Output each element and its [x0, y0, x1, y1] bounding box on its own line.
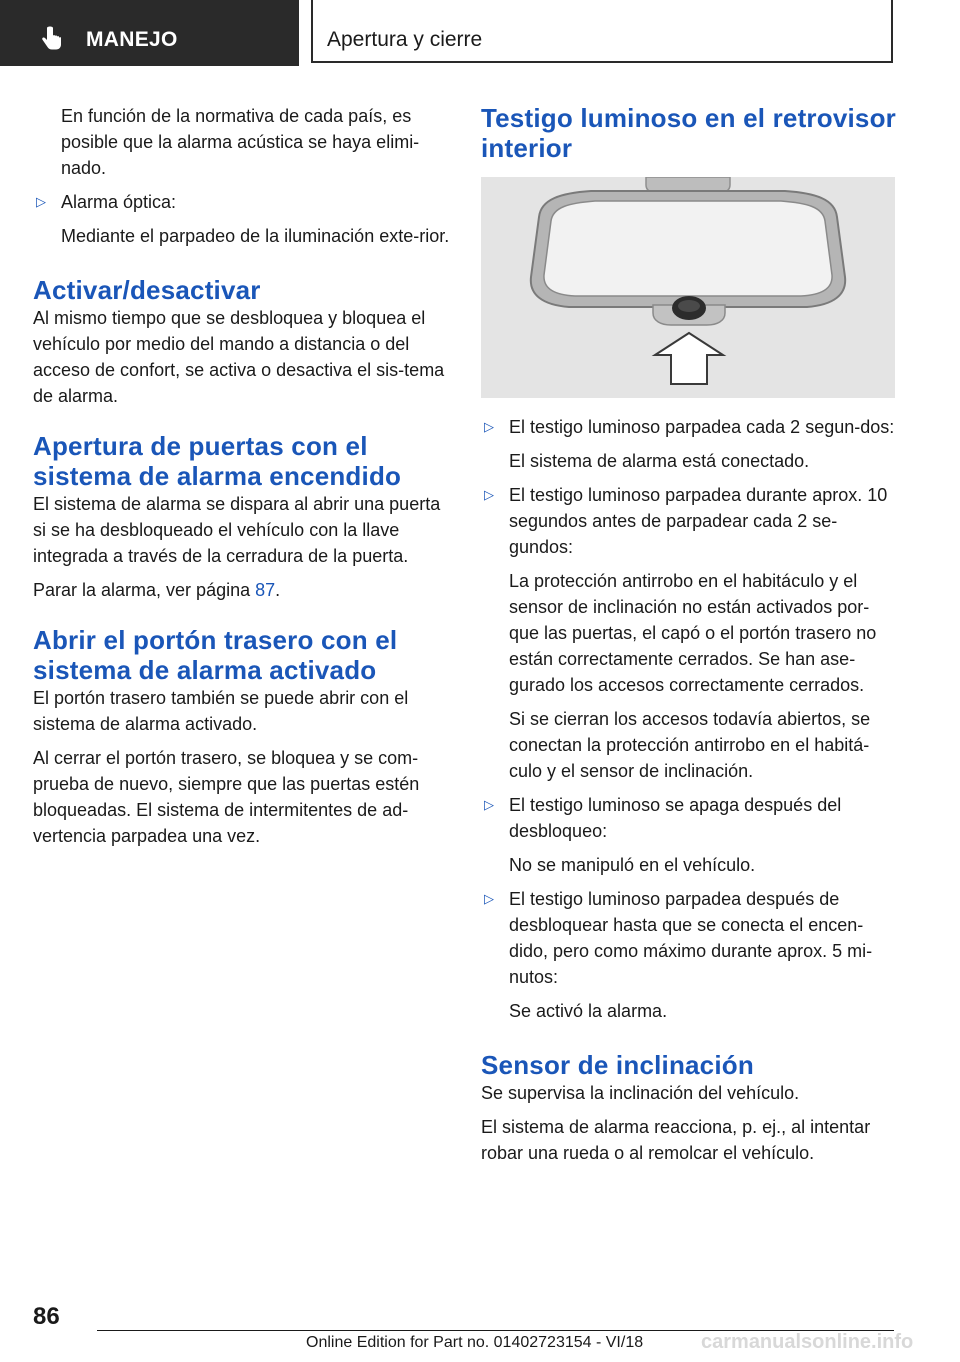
parar-text: Parar la alarma, ver página [33, 580, 256, 600]
heading-apertura: Apertura de puertas con el sistema de alarma encendido [33, 431, 402, 491]
left-column [33, 103, 453, 857]
chapter-tab [311, 0, 893, 63]
triangle-bullet-icon: ▷ [36, 194, 46, 209]
bullet-desc: Si se cierran los accesos todavía abiertos, se conectan la protección antirrobo en el habitá-culo y el sensor de inclinación. [509, 709, 871, 781]
bullet-desc: Se activó la alarma. [509, 1001, 668, 1021]
paragraph-sensor-2: El sistema de alarma reacciona, p. ej., al intentar robar una rueda o al remolcar el vehículo. [481, 1117, 871, 1163]
paragraph-sensor-1: Se supervisa la inclinación del vehículo. [481, 1083, 800, 1103]
right-column [481, 103, 897, 1174]
bullet-lead: El testigo luminoso parpadea cada 2 segun-dos: [509, 417, 895, 437]
paragraph-parar [33, 577, 453, 603]
paragraph-porton-2: Al cerrar el portón trasero, se bloquea y se com-prueba de nuevo, siempre que las puertas estén bloqueadas. El sistema de intermitentes de ad-vertencia parpadea una vez. [33, 748, 420, 846]
edition-text: Online Edition for Part no. 01402723154 - VI/18 [306, 1334, 644, 1351]
list-item [481, 886, 897, 990]
heading-porton: Abrir el portón trasero con el sistema de alarma activado [33, 625, 398, 685]
heading-activar: Activar/desactivar [33, 275, 261, 305]
bullet-lead: El testigo luminoso parpadea después de desbloquear hasta que se conecta el encen-dido, pero como máximo durante aprox. 5 mi-nutos: [509, 889, 873, 987]
page-link[interactable]: 87 [255, 580, 276, 600]
paragraph-activar: Al mismo tiempo que se desbloquea y bloquea el vehículo por medio del mando a distancia o del acceso de confort, se activa o desactiva el sis-tema de alarma. [33, 308, 445, 406]
bullet-desc: Mediante el parpadeo de la iluminación exte-rior. [61, 226, 450, 246]
hand-pointer-icon [38, 26, 64, 52]
watermark: carmanualsonline.info [701, 1331, 914, 1353]
section-tab [0, 0, 299, 66]
paragraph-apertura: El sistema de alarma se dispara al abrir una puerta si se ha desbloqueado el vehículo con la llave integrada a través de la cerradura de la puerta. [33, 494, 441, 566]
triangle-bullet-icon: ▷ [484, 891, 494, 906]
bullet-lead: El testigo luminoso parpadea durante aprox. 10 segundos antes de parpadear cada 2 se-gundos: [509, 485, 888, 557]
bullet-desc: La protección antirrobo en el habitáculo y el sensor de inclinación no están activados por-que las puertas, el capó o el portón trasero no están correctamente cerrados. Se han ase-gurado los accesos correctamente cerrados. [509, 571, 877, 695]
triangle-bullet-icon: ▷ [484, 487, 494, 502]
triangle-bullet-icon: ▷ [484, 797, 494, 812]
list-item [33, 189, 453, 215]
page-header [0, 0, 960, 66]
mirror-image [481, 177, 895, 398]
list-item [481, 792, 897, 844]
bullet-lead: El testigo luminoso se apaga después del desbloqueo: [509, 795, 842, 841]
bullet-desc: No se manipuló en el vehículo. [509, 855, 756, 875]
paragraph-porton-1: El portón trasero también se puede abrir con el sistema de alarma activado. [33, 688, 409, 734]
heading-testigo: Testigo luminoso en el retrovisor interior [481, 103, 896, 163]
intro-paragraph: En función de la normativa de cada país, es posible que la alarma acústica se haya elimi-nado. [61, 106, 420, 178]
page-number: 86 [33, 1303, 60, 1330]
chapter-title: Apertura y cierre [327, 28, 483, 51]
mirror-illustration [481, 177, 895, 398]
bullet-lead: Alarma óptica: [61, 192, 177, 212]
heading-sensor: Sensor de inclinación [481, 1050, 754, 1080]
parar-suffix: . [275, 580, 281, 600]
indicator-list [481, 414, 897, 1024]
list-item [481, 482, 897, 560]
list-item [481, 414, 897, 440]
section-label: MANEJO [86, 28, 178, 51]
bullet-desc: El sistema de alarma está conectado. [509, 451, 810, 471]
triangle-bullet-icon: ▷ [484, 419, 494, 434]
